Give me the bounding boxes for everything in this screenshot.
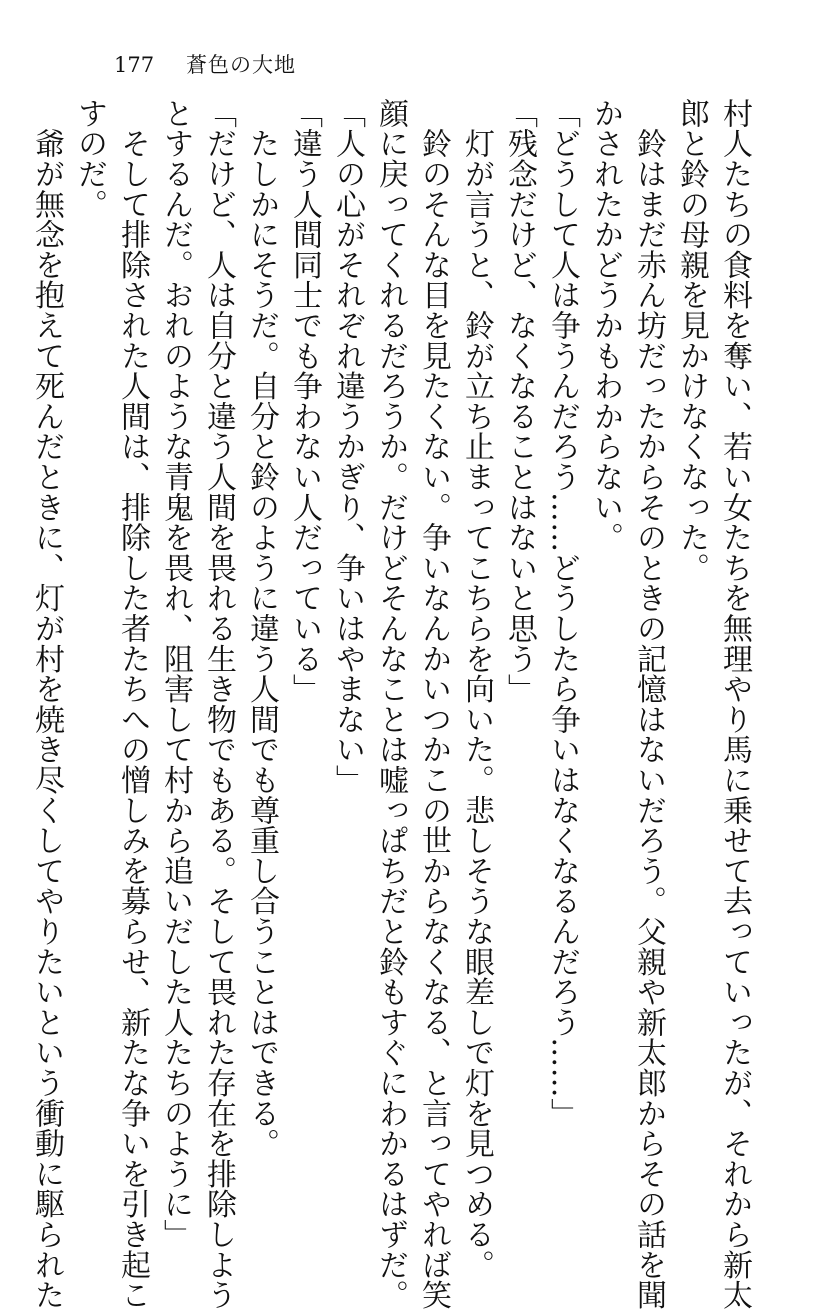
text-line: 爺が無念を抱えて死んだときに、灯が村を焼き尽くしてやりたいという衝動に駆られた	[29, 98, 64, 1310]
text-line: 「残念だけど、なくなることはないと思う」	[502, 98, 537, 704]
text-line: とするんだ。おれのような青鬼を畏れ、阻害して村から追いだした人たちのように」	[158, 98, 193, 1250]
text-line: 「どうして人は争うんだろう……どうしたら争いはなくなるんだろう……」	[545, 98, 580, 1129]
text-line: 鈴のそんな目を見たくない。争いなんかいつかこの世からなくなる、と言ってやれば笑	[416, 98, 451, 1310]
text-line: 「人の心がそれぞれ違うかぎり、争いはやまない」	[330, 98, 365, 795]
text-line: かされたかどうかもわからない。	[588, 98, 623, 553]
text-line: 灯が言うと、鈴が立ち止まってこちらを向いた。悲しそうな眼差しで灯を見つめる。	[459, 98, 494, 1280]
text-line: 顔に戻ってくれるだろうか。だけどそんなことは嘘っぱちだと鈴もすぐにわかるはずだ。	[373, 98, 408, 1310]
page-header	[114, 50, 296, 80]
text-line: 村人たちの食料を奪い、若い女たちを無理やり馬に乗せて去っていったが、それから新太	[717, 98, 752, 1310]
page-number: 177	[114, 52, 155, 77]
vertical-text-body	[25, 98, 756, 1310]
text-line: 郎と鈴の母親を見かけなくなった。	[674, 98, 709, 583]
text-line: すのだ。	[72, 98, 107, 220]
text-line: 「だけど、人は自分と違う人間を畏れる生き物でもある。そして畏れた存在を排除しよう	[201, 98, 236, 1310]
book-title: 蒼色の大地	[186, 52, 296, 77]
text-line: 「違う人間同士でも争わない人だっている」	[287, 98, 322, 704]
text-line: そして排除された人間は、排除した者たちへの憎しみを募らせ、新たな争いを引き起こ	[115, 98, 150, 1310]
text-line: 鈴はまだ赤ん坊だったからそのときの記憶はないだろう。父親や新太郎からその話を聞	[631, 98, 666, 1310]
text-line: たしかにそうだ。自分と鈴のように違う人間でも尊重し合うことはできる。	[244, 98, 279, 1159]
